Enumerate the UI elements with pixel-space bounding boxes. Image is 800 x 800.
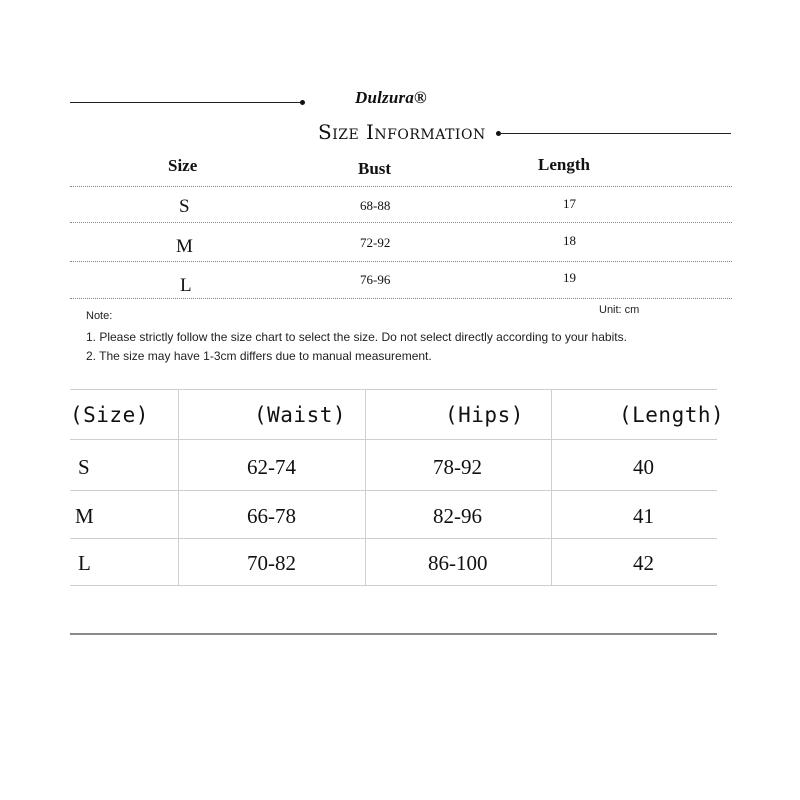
table-cell-length: 17: [563, 196, 576, 211]
column-header-size: (Size): [70, 403, 149, 427]
footer-rule: [70, 633, 717, 635]
table-cell-length: 18: [563, 233, 576, 248]
brand-logo: Dulzura®: [355, 88, 427, 107]
unit-label: Unit: cm: [599, 304, 640, 316]
table-cell-waist: 70-82: [247, 551, 296, 575]
row-divider: [70, 298, 732, 299]
table-cell-bust: 68-88: [360, 198, 391, 213]
column-divider: [178, 390, 179, 586]
column-header-size: Size: [168, 156, 198, 175]
table-cell-hips: 78-92: [433, 455, 482, 479]
row-divider: [70, 261, 732, 262]
header-rule-left: [70, 102, 302, 103]
row-divider: [70, 538, 717, 539]
table-border-top: [70, 389, 717, 390]
table-border-bottom: [70, 585, 717, 586]
table-cell-size: S: [179, 196, 190, 217]
row-divider: [70, 439, 717, 440]
table-cell-bust: 76-96: [360, 272, 391, 287]
table-cell-size: L: [78, 551, 91, 575]
column-divider: [551, 390, 552, 586]
note-line-1: 1. Please strictly follow the size chart to select the size. Do not select directly according to your habits.: [86, 330, 627, 344]
column-header-length: (Length): [619, 403, 725, 427]
header-dot-left: [300, 100, 305, 105]
column-header-waist: (Waist): [254, 403, 347, 427]
table-cell-waist: 66-78: [247, 504, 296, 528]
note-label: Note:: [86, 310, 113, 322]
row-divider: [70, 222, 732, 223]
note-line-2: 2. The size may have 1-3cm differs due to manual measurement.: [86, 349, 432, 363]
column-header-length: Length: [538, 155, 590, 174]
table-cell-hips: 86-100: [428, 551, 488, 575]
table-cell-bust: 72-92: [360, 235, 391, 250]
header-rule-right: [499, 133, 731, 134]
row-divider: [70, 490, 717, 491]
table-cell-length: 41: [633, 504, 654, 528]
table-cell-length: 42: [633, 551, 654, 575]
column-divider: [365, 390, 366, 586]
table-cell-size: L: [180, 275, 192, 296]
page-title: Size Information: [318, 120, 486, 144]
table-cell-hips: 82-96: [433, 504, 482, 528]
column-header-bust: Bust: [358, 159, 392, 178]
table-cell-size: M: [75, 504, 94, 528]
table-cell-waist: 62-74: [247, 455, 296, 479]
column-header-hips: (Hips): [445, 403, 524, 427]
table-cell-size: S: [78, 455, 90, 479]
table-cell-length: 40: [633, 455, 654, 479]
table-cell-length: 19: [563, 270, 576, 285]
table-cell-size: M: [176, 236, 193, 257]
row-divider: [70, 186, 732, 187]
